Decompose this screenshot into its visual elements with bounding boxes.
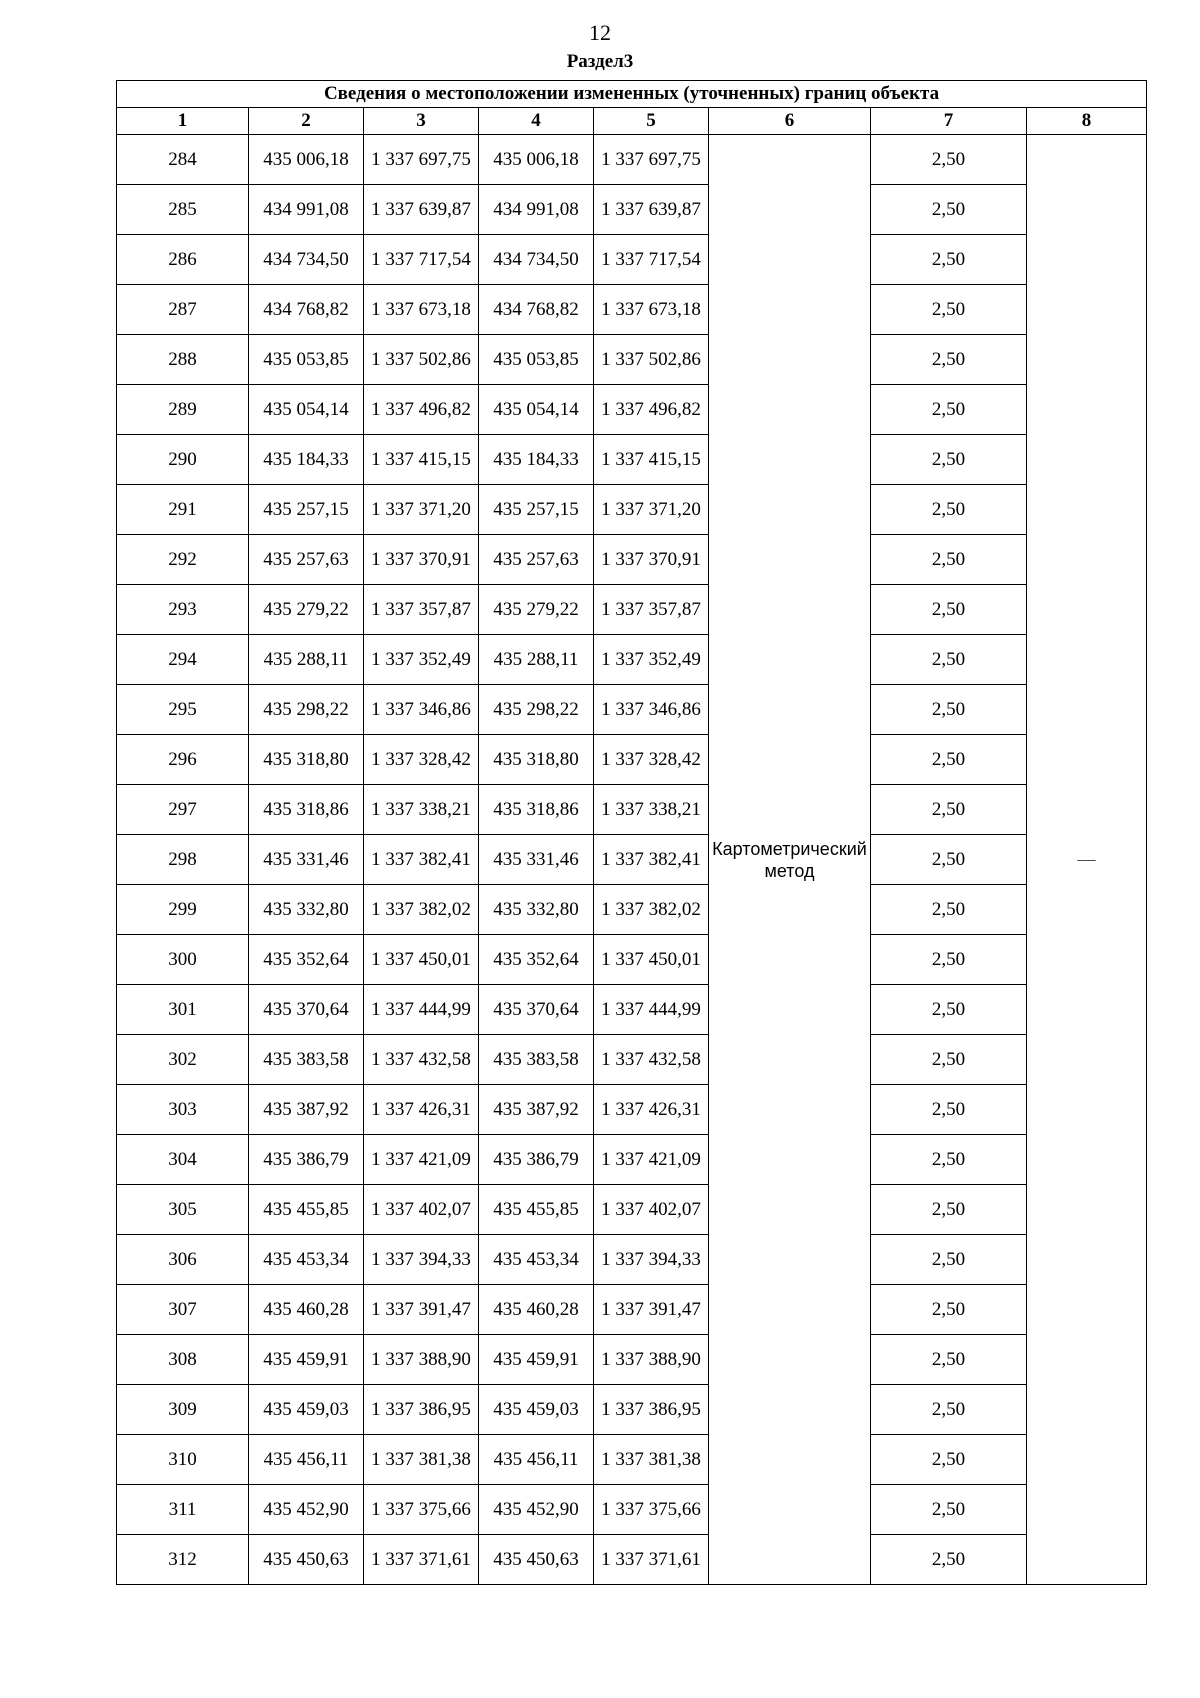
y-new-cell: 1 337 386,95 bbox=[594, 1385, 709, 1435]
table-row bbox=[117, 285, 1147, 335]
column-number-1: 1 bbox=[117, 108, 249, 135]
x-old-cell: 435 318,86 bbox=[249, 785, 364, 835]
point-number-cell: 300 bbox=[117, 935, 249, 985]
y-old-cell: 1 337 371,20 bbox=[364, 485, 479, 535]
y-old-cell: 1 337 375,66 bbox=[364, 1485, 479, 1535]
accuracy-cell: 2,50 bbox=[871, 535, 1027, 585]
y-new-cell: 1 337 673,18 bbox=[594, 285, 709, 335]
x-new-cell: 435 332,80 bbox=[479, 885, 594, 935]
y-old-cell: 1 337 502,86 bbox=[364, 335, 479, 385]
y-old-cell: 1 337 444,99 bbox=[364, 985, 479, 1035]
y-new-cell: 1 337 402,07 bbox=[594, 1185, 709, 1235]
x-new-cell: 435 450,63 bbox=[479, 1535, 594, 1585]
y-old-cell: 1 337 639,87 bbox=[364, 185, 479, 235]
y-new-cell: 1 337 394,33 bbox=[594, 1235, 709, 1285]
x-new-cell: 435 257,63 bbox=[479, 535, 594, 585]
y-old-cell: 1 337 391,47 bbox=[364, 1285, 479, 1335]
accuracy-cell: 2,50 bbox=[871, 635, 1027, 685]
table-row bbox=[117, 335, 1147, 385]
accuracy-cell: 2,50 bbox=[871, 1035, 1027, 1085]
column-number-8: 8 bbox=[1027, 108, 1147, 135]
y-new-cell: 1 337 371,20 bbox=[594, 485, 709, 535]
table-row bbox=[117, 185, 1147, 235]
y-new-cell: 1 337 375,66 bbox=[594, 1485, 709, 1535]
x-new-cell: 435 370,64 bbox=[479, 985, 594, 1035]
y-old-cell: 1 337 382,41 bbox=[364, 835, 479, 885]
x-new-cell: 434 768,82 bbox=[479, 285, 594, 335]
y-old-cell: 1 337 450,01 bbox=[364, 935, 479, 985]
y-old-cell: 1 337 346,86 bbox=[364, 685, 479, 735]
x-old-cell: 435 387,92 bbox=[249, 1085, 364, 1135]
accuracy-cell: 2,50 bbox=[871, 1335, 1027, 1385]
x-old-cell: 435 053,85 bbox=[249, 335, 364, 385]
point-number-cell: 285 bbox=[117, 185, 249, 235]
x-new-cell: 435 318,86 bbox=[479, 785, 594, 835]
x-old-cell: 434 734,50 bbox=[249, 235, 364, 285]
accuracy-cell: 2,50 bbox=[871, 235, 1027, 285]
point-number-cell: 289 bbox=[117, 385, 249, 435]
point-number-cell: 290 bbox=[117, 435, 249, 485]
y-old-cell: 1 337 338,21 bbox=[364, 785, 479, 835]
accuracy-cell: 2,50 bbox=[871, 885, 1027, 935]
column-number-4: 4 bbox=[479, 108, 594, 135]
table-row bbox=[117, 1435, 1147, 1485]
x-old-cell: 435 298,22 bbox=[249, 685, 364, 735]
y-old-cell: 1 337 717,54 bbox=[364, 235, 479, 285]
y-old-cell: 1 337 426,31 bbox=[364, 1085, 479, 1135]
table-row bbox=[117, 535, 1147, 585]
x-new-cell: 435 460,28 bbox=[479, 1285, 594, 1335]
x-new-cell: 435 184,33 bbox=[479, 435, 594, 485]
y-new-cell: 1 337 370,91 bbox=[594, 535, 709, 585]
point-number-cell: 286 bbox=[117, 235, 249, 285]
y-old-cell: 1 337 371,61 bbox=[364, 1535, 479, 1585]
x-new-cell: 435 383,58 bbox=[479, 1035, 594, 1085]
point-number-cell: 298 bbox=[117, 835, 249, 885]
table-row bbox=[117, 835, 1147, 885]
y-new-cell: 1 337 502,86 bbox=[594, 335, 709, 385]
point-number-cell: 294 bbox=[117, 635, 249, 685]
coordinates-table bbox=[116, 80, 1147, 1585]
accuracy-cell: 2,50 bbox=[871, 1135, 1027, 1185]
column-number-3: 3 bbox=[364, 108, 479, 135]
table-row bbox=[117, 1535, 1147, 1585]
point-number-cell: 303 bbox=[117, 1085, 249, 1135]
x-old-cell: 435 456,11 bbox=[249, 1435, 364, 1485]
point-number-cell: 307 bbox=[117, 1285, 249, 1335]
accuracy-cell: 2,50 bbox=[871, 385, 1027, 435]
point-number-cell: 310 bbox=[117, 1435, 249, 1485]
table-row bbox=[117, 1035, 1147, 1085]
table-row bbox=[117, 735, 1147, 785]
table-row bbox=[117, 885, 1147, 935]
y-new-cell: 1 337 328,42 bbox=[594, 735, 709, 785]
x-old-cell: 435 383,58 bbox=[249, 1035, 364, 1085]
x-new-cell: 435 455,85 bbox=[479, 1185, 594, 1235]
x-new-cell: 435 387,92 bbox=[479, 1085, 594, 1135]
column-number-2: 2 bbox=[249, 108, 364, 135]
x-old-cell: 435 459,03 bbox=[249, 1385, 364, 1435]
x-new-cell: 434 734,50 bbox=[479, 235, 594, 285]
accuracy-cell: 2,50 bbox=[871, 1185, 1027, 1235]
table-row bbox=[117, 435, 1147, 485]
accuracy-cell: 2,50 bbox=[871, 1485, 1027, 1535]
y-old-cell: 1 337 673,18 bbox=[364, 285, 479, 335]
accuracy-cell: 2,50 bbox=[871, 785, 1027, 835]
y-new-cell: 1 337 338,21 bbox=[594, 785, 709, 835]
accuracy-cell: 2,50 bbox=[871, 335, 1027, 385]
column-number-row bbox=[117, 108, 1147, 135]
table-row bbox=[117, 1485, 1147, 1535]
table-body bbox=[117, 135, 1147, 1585]
y-old-cell: 1 337 421,09 bbox=[364, 1135, 479, 1185]
y-old-cell: 1 337 357,87 bbox=[364, 585, 479, 635]
accuracy-cell: 2,50 bbox=[871, 585, 1027, 635]
y-new-cell: 1 337 346,86 bbox=[594, 685, 709, 735]
y-old-cell: 1 337 402,07 bbox=[364, 1185, 479, 1235]
point-number-cell: 302 bbox=[117, 1035, 249, 1085]
accuracy-cell: 2,50 bbox=[871, 735, 1027, 785]
x-new-cell: 435 257,15 bbox=[479, 485, 594, 535]
x-new-cell: 435 054,14 bbox=[479, 385, 594, 435]
y-old-cell: 1 337 496,82 bbox=[364, 385, 479, 435]
x-new-cell: 435 386,79 bbox=[479, 1135, 594, 1185]
accuracy-cell: 2,50 bbox=[871, 1085, 1027, 1135]
y-new-cell: 1 337 450,01 bbox=[594, 935, 709, 985]
table-row bbox=[117, 1185, 1147, 1235]
x-old-cell: 435 460,28 bbox=[249, 1285, 364, 1335]
table-row bbox=[117, 1385, 1147, 1435]
y-old-cell: 1 337 382,02 bbox=[364, 885, 479, 935]
y-old-cell: 1 337 370,91 bbox=[364, 535, 479, 585]
point-number-cell: 295 bbox=[117, 685, 249, 735]
x-old-cell: 435 331,46 bbox=[249, 835, 364, 885]
accuracy-cell: 2,50 bbox=[871, 1235, 1027, 1285]
y-old-cell: 1 337 352,49 bbox=[364, 635, 479, 685]
x-old-cell: 435 450,63 bbox=[249, 1535, 364, 1585]
y-new-cell: 1 337 388,90 bbox=[594, 1335, 709, 1385]
x-old-cell: 435 452,90 bbox=[249, 1485, 364, 1535]
column-number-6: 6 bbox=[709, 108, 871, 135]
y-new-cell: 1 337 496,82 bbox=[594, 385, 709, 435]
x-new-cell: 435 298,22 bbox=[479, 685, 594, 735]
accuracy-cell: 2,50 bbox=[871, 1435, 1027, 1485]
y-new-cell: 1 337 382,41 bbox=[594, 835, 709, 885]
x-old-cell: 435 386,79 bbox=[249, 1135, 364, 1185]
point-number-cell: 312 bbox=[117, 1535, 249, 1585]
table-row bbox=[117, 135, 1147, 185]
point-number-cell: 296 bbox=[117, 735, 249, 785]
point-number-cell: 284 bbox=[117, 135, 249, 185]
table-row bbox=[117, 1135, 1147, 1185]
method-cell: Картометрический метод bbox=[709, 135, 871, 1585]
x-new-cell: 435 279,22 bbox=[479, 585, 594, 635]
y-new-cell: 1 337 415,15 bbox=[594, 435, 709, 485]
y-new-cell: 1 337 639,87 bbox=[594, 185, 709, 235]
x-old-cell: 434 768,82 bbox=[249, 285, 364, 335]
x-old-cell: 435 455,85 bbox=[249, 1185, 364, 1235]
table-row bbox=[117, 685, 1147, 735]
x-new-cell: 435 318,80 bbox=[479, 735, 594, 785]
y-new-cell: 1 337 391,47 bbox=[594, 1285, 709, 1335]
column-8-cell: — bbox=[1027, 135, 1147, 1585]
x-new-cell: 435 452,90 bbox=[479, 1485, 594, 1535]
y-new-cell: 1 337 717,54 bbox=[594, 235, 709, 285]
y-new-cell: 1 337 352,49 bbox=[594, 635, 709, 685]
table-row bbox=[117, 985, 1147, 1035]
accuracy-cell: 2,50 bbox=[871, 935, 1027, 985]
accuracy-cell: 2,50 bbox=[871, 835, 1027, 885]
x-old-cell: 435 006,18 bbox=[249, 135, 364, 185]
y-old-cell: 1 337 328,42 bbox=[364, 735, 479, 785]
x-old-cell: 435 459,91 bbox=[249, 1335, 364, 1385]
page-number: 12 bbox=[589, 20, 611, 45]
point-number-cell: 297 bbox=[117, 785, 249, 835]
x-old-cell: 435 318,80 bbox=[249, 735, 364, 785]
accuracy-cell: 2,50 bbox=[871, 685, 1027, 735]
accuracy-cell: 2,50 bbox=[871, 1385, 1027, 1435]
table-row bbox=[117, 635, 1147, 685]
x-old-cell: 435 352,64 bbox=[249, 935, 364, 985]
accuracy-cell: 2,50 bbox=[871, 985, 1027, 1035]
point-number-cell: 288 bbox=[117, 335, 249, 385]
point-number-cell: 301 bbox=[117, 985, 249, 1035]
y-new-cell: 1 337 421,09 bbox=[594, 1135, 709, 1185]
table-row bbox=[117, 1335, 1147, 1385]
x-new-cell: 435 453,34 bbox=[479, 1235, 594, 1285]
point-number-cell: 309 bbox=[117, 1385, 249, 1435]
table-row bbox=[117, 1085, 1147, 1135]
x-old-cell: 435 332,80 bbox=[249, 885, 364, 935]
accuracy-cell: 2,50 bbox=[871, 1535, 1027, 1585]
table-row bbox=[117, 785, 1147, 835]
y-old-cell: 1 337 386,95 bbox=[364, 1385, 479, 1435]
table-row bbox=[117, 1285, 1147, 1335]
x-new-cell: 435 352,64 bbox=[479, 935, 594, 985]
x-new-cell: 435 331,46 bbox=[479, 835, 594, 885]
point-number-cell: 293 bbox=[117, 585, 249, 635]
section-title: Раздел3 bbox=[566, 51, 634, 72]
point-number-cell: 304 bbox=[117, 1135, 249, 1185]
column-number-5: 5 bbox=[594, 108, 709, 135]
y-new-cell: 1 337 382,02 bbox=[594, 885, 709, 935]
x-old-cell: 435 184,33 bbox=[249, 435, 364, 485]
y-old-cell: 1 337 697,75 bbox=[364, 135, 479, 185]
x-old-cell: 435 288,11 bbox=[249, 635, 364, 685]
x-old-cell: 435 453,34 bbox=[249, 1235, 364, 1285]
accuracy-cell: 2,50 bbox=[871, 135, 1027, 185]
table-row bbox=[117, 385, 1147, 435]
y-new-cell: 1 337 426,31 bbox=[594, 1085, 709, 1135]
x-new-cell: 435 459,91 bbox=[479, 1335, 594, 1385]
x-old-cell: 435 279,22 bbox=[249, 585, 364, 635]
y-new-cell: 1 337 371,61 bbox=[594, 1535, 709, 1585]
x-old-cell: 435 257,15 bbox=[249, 485, 364, 535]
point-number-cell: 305 bbox=[117, 1185, 249, 1235]
y-new-cell: 1 337 381,38 bbox=[594, 1435, 709, 1485]
point-number-cell: 291 bbox=[117, 485, 249, 535]
x-old-cell: 435 257,63 bbox=[249, 535, 364, 585]
y-new-cell: 1 337 357,87 bbox=[594, 585, 709, 635]
point-number-cell: 292 bbox=[117, 535, 249, 585]
table-row bbox=[117, 485, 1147, 535]
x-new-cell: 435 459,03 bbox=[479, 1385, 594, 1435]
table-title: Сведения о местоположении измененных (уточненных) границ объекта bbox=[117, 81, 1147, 108]
x-new-cell: 435 288,11 bbox=[479, 635, 594, 685]
column-number-7: 7 bbox=[871, 108, 1027, 135]
accuracy-cell: 2,50 bbox=[871, 185, 1027, 235]
table-row bbox=[117, 235, 1147, 285]
point-number-cell: 308 bbox=[117, 1335, 249, 1385]
y-new-cell: 1 337 697,75 bbox=[594, 135, 709, 185]
point-number-cell: 311 bbox=[117, 1485, 249, 1535]
point-number-cell: 299 bbox=[117, 885, 249, 935]
y-new-cell: 1 337 444,99 bbox=[594, 985, 709, 1035]
y-old-cell: 1 337 388,90 bbox=[364, 1335, 479, 1385]
point-number-cell: 287 bbox=[117, 285, 249, 335]
x-new-cell: 435 456,11 bbox=[479, 1435, 594, 1485]
y-old-cell: 1 337 415,15 bbox=[364, 435, 479, 485]
accuracy-cell: 2,50 bbox=[871, 285, 1027, 335]
x-old-cell: 434 991,08 bbox=[249, 185, 364, 235]
y-old-cell: 1 337 432,58 bbox=[364, 1035, 479, 1085]
x-new-cell: 435 006,18 bbox=[479, 135, 594, 185]
y-new-cell: 1 337 432,58 bbox=[594, 1035, 709, 1085]
accuracy-cell: 2,50 bbox=[871, 1285, 1027, 1335]
table-row bbox=[117, 585, 1147, 635]
accuracy-cell: 2,50 bbox=[871, 485, 1027, 535]
x-old-cell: 435 370,64 bbox=[249, 985, 364, 1035]
x-old-cell: 435 054,14 bbox=[249, 385, 364, 435]
table-row bbox=[117, 935, 1147, 985]
table-row bbox=[117, 1235, 1147, 1285]
x-new-cell: 435 053,85 bbox=[479, 335, 594, 385]
x-new-cell: 434 991,08 bbox=[479, 185, 594, 235]
y-old-cell: 1 337 394,33 bbox=[364, 1235, 479, 1285]
accuracy-cell: 2,50 bbox=[871, 435, 1027, 485]
y-old-cell: 1 337 381,38 bbox=[364, 1435, 479, 1485]
point-number-cell: 306 bbox=[117, 1235, 249, 1285]
